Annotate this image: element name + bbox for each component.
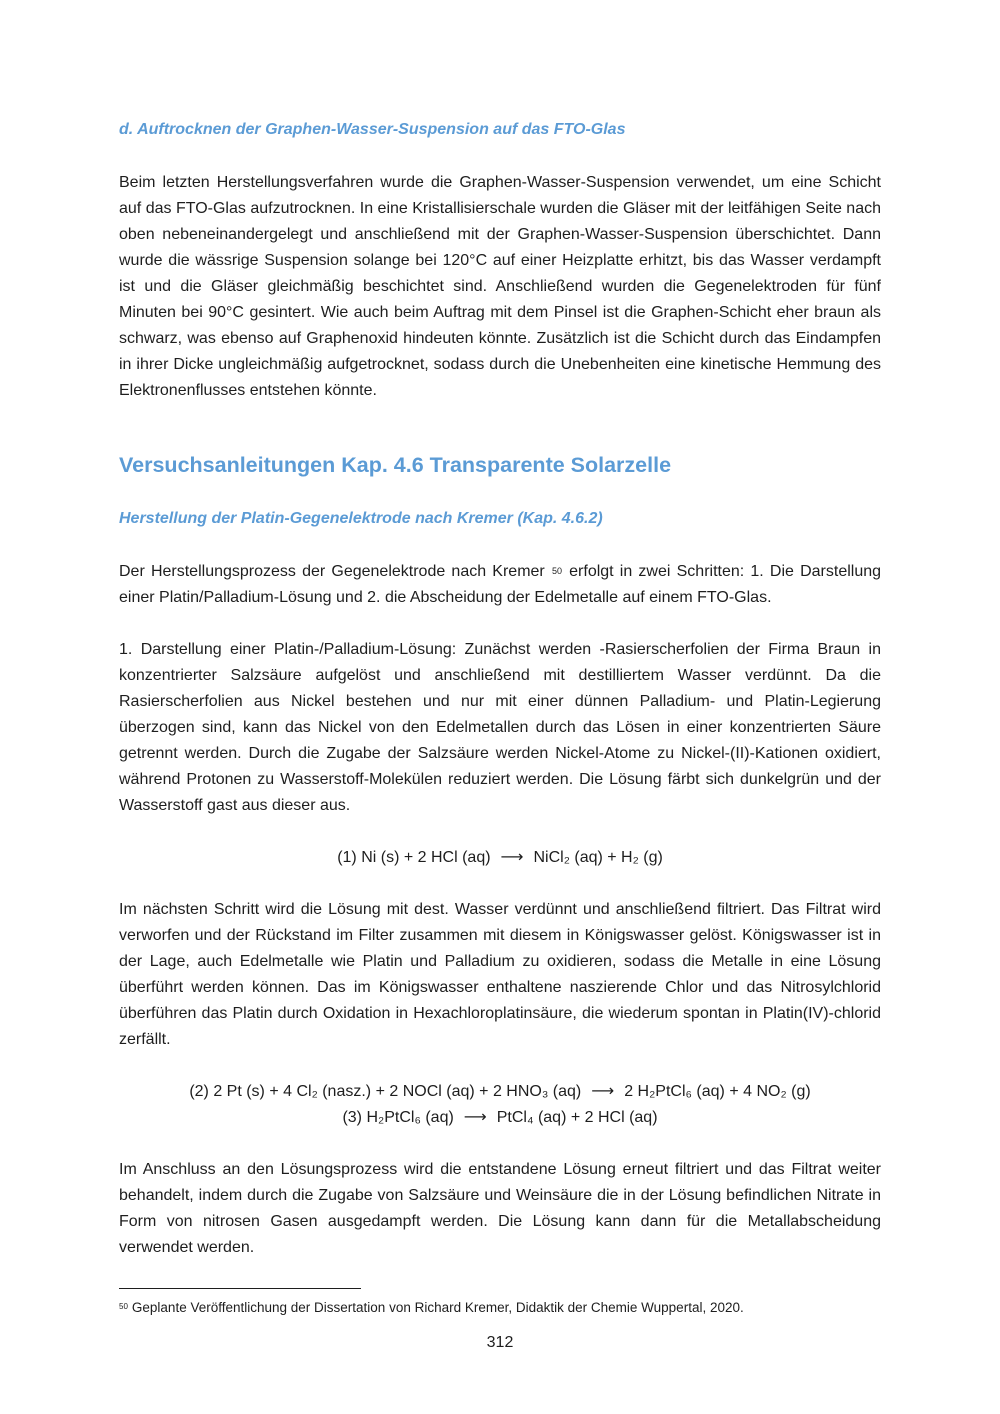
equation-2-right: 2 H₂PtCl₆ (aq) + 4 NO₂ (g) [624, 1083, 811, 1100]
footnote-number: 50 [119, 1302, 128, 1311]
equation-1 [119, 845, 881, 871]
main-content [119, 0, 881, 1261]
footnote-reference[interactable]: 50 [551, 566, 562, 576]
equation-1-left: (1) Ni (s) + 2 HCl (aq) [337, 849, 491, 866]
footnote-text: Geplante Veröffentlichung der Dissertation von Richard Kremer, Didaktik der Chemie Wuppertal, 2020. [131, 1300, 744, 1315]
platin-section-title: Herstellung der Platin-Gegenelektrode nach Kremer (Kap. 4.6.2) [119, 510, 603, 527]
page-number: 312 [486, 1334, 514, 1351]
equation-1-right: NiCl₂ (aq) + H₂ (g) [533, 849, 663, 866]
chapter-heading: Versuchsanleitungen Kap. 4.6 Transparente Solarzelle [119, 453, 672, 477]
section-d-title: d. Auftrocknen der Graphen-Wasser-Suspension auf das FTO-Glas [119, 121, 626, 138]
reaction-arrow-icon: ⟶ [463, 1109, 487, 1126]
equation-3-left: (3) H₂PtCl₆ (aq) [342, 1109, 454, 1126]
footnote [119, 1298, 881, 1318]
equation-3-right: PtCl₄ (aq) + 2 HCl (aq) [496, 1109, 658, 1126]
step1-paragraph: 1. Darstellung einer Platin-/Palladium-Lösung: Zunächst werden -Rasierscherfolien der Firma Braun in konzentrierter Salzsäure aufgelöst und anschließend mit destilliertem Wasser verdünnt. Da die Rasierscherfolien aus Nickel bestehen und nur mit einer dünnen Palladium- und Platin-Legierung überzogen sind, kann das Nickel von den Edelmetallen durch das Lösen in einer konzentrierten Säure getrennt werden. Durch die Zugabe der Salzsäure werden Nickel-Atome zu Nickel-(II)-Kationen oxidiert, während Protonen zu Wasserstoff-Molekülen reduziert werden. Die Lösung färbt sich dunkelgrün und der Wasserstoff gast aus dieser aus. [119, 641, 881, 814]
footnote-divider [119, 1288, 361, 1289]
reaction-arrow-icon: ⟶ [591, 1083, 615, 1100]
step3-paragraph: Im Anschluss an den Lösungsprozess wird die entstandene Lösung erneut filtriert und das Filtrat weiter behandelt, indem durch die Zugabe von Salzsäure und Weinsäure die in der Lösung befindlichen Nitrate in Form von nitrosen Gasen ausgedampft werden. Die Lösung kann dann für die Metallabscheidung verwendet werden. [119, 1161, 881, 1256]
section-d-paragraph: Beim letzten Herstellungsverfahren wurde die Graphen-Wasser-Suspension verwendet, um eine Schicht auf das FTO-Glas aufzutrocknen. In eine Kristallisierschale wurden die Gläser mit der leitfähigen Seite nach oben nebeneinandergelegt und anschließend mit der Graphen-Wasser-Suspension überschichtet. Dann wurde die wässrige Suspension solange bei 120°C auf einer Heizplatte erhitzt, bis das Wasser verdampft ist und die Gläser gleichmäßig beschichtet sind. Anschließend wurden die Gegenelektroden für fünf Minuten bei 90°C gesintert. Wie auch beim Auftrag mit dem Pinsel ist die Graphen-Schicht eher braun als schwarz, was ebenso auf Graphenoxid hindeuten könnte. Zusätzlich ist die Schicht durch das Eindampfen in ihrer Dicke ungleichmäßig aufgetrocknet, sodass durch die Unebenheiten eine kinetische Hemmung des Elektronenflusses entstehen könnte. [119, 174, 881, 399]
equation-3 [119, 1105, 881, 1131]
platin-intro-text: Der Herstellungsprozess der Gegenelektrode nach Kremer [119, 563, 545, 580]
equation-2-left: (2) 2 Pt (s) + 4 Cl₂ (nasz.) + 2 NOCl (aq) + 2 HNO₃ (aq) [189, 1083, 582, 1100]
equation-2 [119, 1079, 881, 1105]
platin-intro-paragraph [119, 559, 881, 611]
platin-intro-text-continued: erfolgt in zwei Schritten: 1. Die Darstellung einer Platin/Palladium-Lösung und 2. die Abscheidung der Edelmetalle auf einem FTO-Glas. [119, 563, 882, 606]
step2-paragraph: Im nächsten Schritt wird die Lösung mit dest. Wasser verdünnt und anschließend filtriert. Das Filtrat wird verworfen und der Rückstand im Filter zusammen mit diesem in Königswasser gelöst. Königswasser ist in der Lage, auch Edelmetalle wie Platin und Palladium zu oxidieren, sodass die Metalle in eine Lösung überführt werden können. Das im Königswasser enthaltene naszierende Chlor und das Nitrosylchlorid überführen das Platin durch Oxidation in Hexachloroplatinsäure, die wiederum spontan in Platin(IV)-chlorid zerfällt. [119, 901, 881, 1048]
reaction-arrow-icon: ⟶ [500, 849, 524, 866]
